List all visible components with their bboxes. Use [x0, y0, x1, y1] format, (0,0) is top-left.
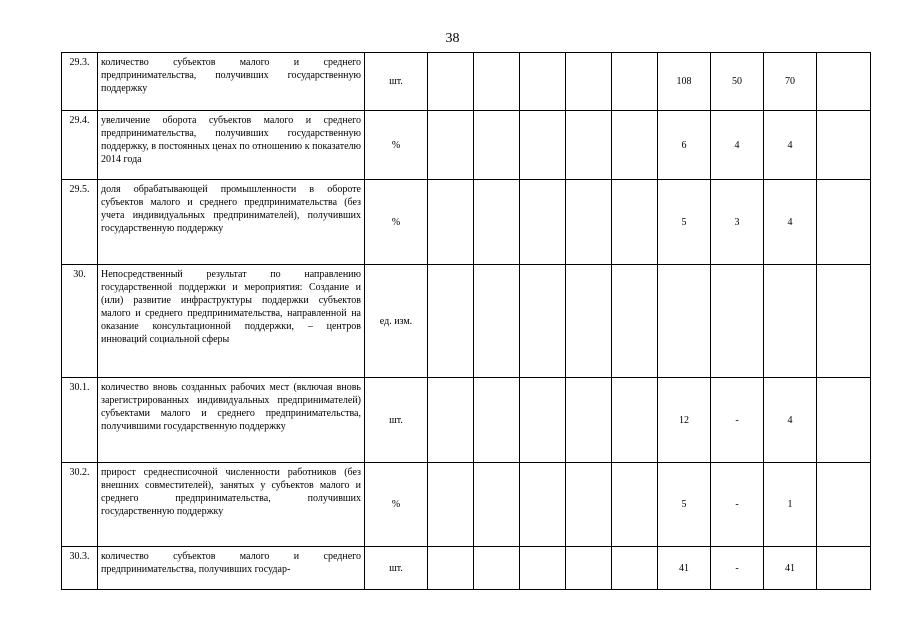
- row-unit: шт.: [365, 53, 428, 111]
- table-row: [62, 53, 871, 111]
- value-cell-3: [520, 111, 566, 180]
- row-number: 30.2.: [62, 463, 98, 547]
- value-cell-6: [658, 265, 711, 378]
- table-row: [62, 378, 871, 463]
- value-cell-1: [428, 111, 474, 180]
- table-row: [62, 265, 871, 378]
- row-unit: %: [365, 463, 428, 547]
- value-cell-7: -: [711, 547, 764, 590]
- value-cell-3: [520, 463, 566, 547]
- row-number: 29.5.: [62, 180, 98, 265]
- value-cell-7: 4: [711, 111, 764, 180]
- value-cell-4: [566, 378, 612, 463]
- value-cell-2: [474, 53, 520, 111]
- page-number: 38: [445, 31, 460, 46]
- value-cell-6: 12: [658, 378, 711, 463]
- value-cell-2: [474, 547, 520, 590]
- value-cell-8: 4: [764, 378, 817, 463]
- row-number: 30.1.: [62, 378, 98, 463]
- value-cell-8: 4: [764, 111, 817, 180]
- table-row: [62, 180, 871, 265]
- value-cell-1: [428, 463, 474, 547]
- value-cell-1: [428, 547, 474, 590]
- value-cell-7: 3: [711, 180, 764, 265]
- value-cell-2: [474, 378, 520, 463]
- value-cell-4: [566, 265, 612, 378]
- value-cell-8: 4: [764, 180, 817, 265]
- row-description: количество субъектов малого и среднего предпринимательства, получивших государ-: [98, 547, 365, 590]
- value-cell-4: [566, 53, 612, 111]
- row-number: 29.4.: [62, 111, 98, 180]
- value-cell-9: [817, 111, 871, 180]
- table-row: [62, 463, 871, 547]
- value-cell-5: [612, 547, 658, 590]
- value-cell-1: [428, 265, 474, 378]
- value-cell-9: [817, 547, 871, 590]
- value-cell-5: [612, 111, 658, 180]
- value-cell-5: [612, 53, 658, 111]
- row-number: 29.3.: [62, 53, 98, 111]
- row-unit: %: [365, 180, 428, 265]
- row-description: Непосредственный результат по направлению государственной поддержки и мероприятия: Создание и (или) развитие инфраструктуры поддержки субъектов малого и среднего предпринимательства, направленной на оказание консультационной поддержки, – центров инноваций социальной сферы: [98, 265, 365, 378]
- value-cell-7: 50: [711, 53, 764, 111]
- value-cell-2: [474, 111, 520, 180]
- value-cell-9: [817, 265, 871, 378]
- value-cell-3: [520, 265, 566, 378]
- row-unit: шт.: [365, 378, 428, 463]
- value-cell-6: 6: [658, 111, 711, 180]
- value-cell-8: 41: [764, 547, 817, 590]
- value-cell-6: 108: [658, 53, 711, 111]
- value-cell-8: [764, 265, 817, 378]
- row-description: увеличение оборота субъектов малого и среднего предпринимательства, получивших государственную поддержку, в постоянных ценах по отношению к показателю 2014 года: [98, 111, 365, 180]
- value-cell-1: [428, 53, 474, 111]
- table-row: [62, 111, 871, 180]
- value-cell-1: [428, 180, 474, 265]
- value-cell-9: [817, 378, 871, 463]
- row-unit: %: [365, 111, 428, 180]
- row-description: прирост среднесписочной численности работников (без внешних совместителей), занятых у субъектов малого и среднего предпринимательства, получивших государственную поддержку: [98, 463, 365, 547]
- value-cell-5: [612, 378, 658, 463]
- value-cell-4: [566, 111, 612, 180]
- value-cell-9: [817, 180, 871, 265]
- indicators-table: [61, 52, 871, 590]
- table-row: [62, 547, 871, 590]
- value-cell-3: [520, 547, 566, 590]
- row-unit: шт.: [365, 547, 428, 590]
- value-cell-7: -: [711, 378, 764, 463]
- value-cell-5: [612, 463, 658, 547]
- value-cell-3: [520, 53, 566, 111]
- value-cell-8: 1: [764, 463, 817, 547]
- value-cell-5: [612, 265, 658, 378]
- value-cell-5: [612, 180, 658, 265]
- row-description: количество вновь созданных рабочих мест (включая вновь зарегистрированных индивидуальных предпринимателей) субъектами малого и среднего предпринимательства, получившими государственную поддержку: [98, 378, 365, 463]
- row-description: количество субъектов малого и среднего предпринимательства, получивших государственную поддержку: [98, 53, 365, 111]
- row-description: доля обрабатывающей промышленности в обороте субъектов малого и среднего предпринимательства (без учета индивидуальных предпринимателей), получивших государственную поддержку: [98, 180, 365, 265]
- value-cell-3: [520, 180, 566, 265]
- value-cell-2: [474, 180, 520, 265]
- value-cell-4: [566, 547, 612, 590]
- value-cell-6: 41: [658, 547, 711, 590]
- value-cell-3: [520, 378, 566, 463]
- row-number: 30.3.: [62, 547, 98, 590]
- value-cell-1: [428, 378, 474, 463]
- value-cell-7: [711, 265, 764, 378]
- value-cell-4: [566, 180, 612, 265]
- value-cell-6: 5: [658, 463, 711, 547]
- value-cell-9: [817, 463, 871, 547]
- value-cell-7: -: [711, 463, 764, 547]
- value-cell-9: [817, 53, 871, 111]
- row-unit: ед. изм.: [365, 265, 428, 378]
- value-cell-2: [474, 463, 520, 547]
- value-cell-8: 70: [764, 53, 817, 111]
- table-body: [62, 53, 871, 590]
- value-cell-6: 5: [658, 180, 711, 265]
- value-cell-2: [474, 265, 520, 378]
- row-number: 30.: [62, 265, 98, 378]
- value-cell-4: [566, 463, 612, 547]
